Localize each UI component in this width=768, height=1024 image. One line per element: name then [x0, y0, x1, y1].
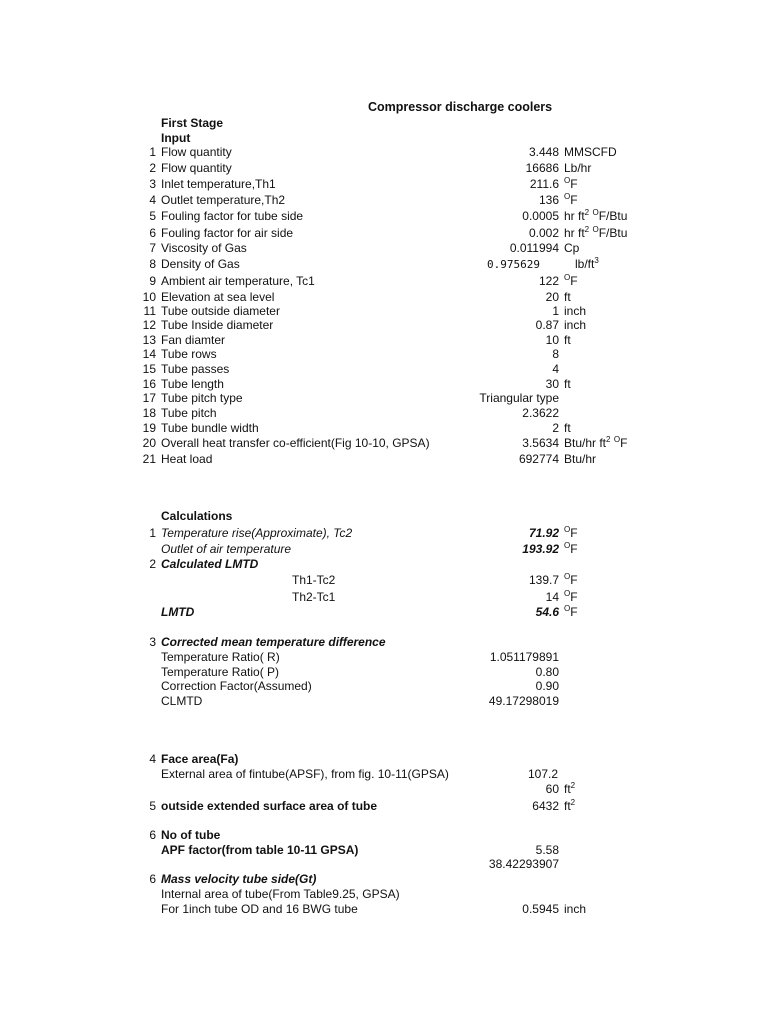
input-row	[0, 333, 768, 348]
row-unit: $^O$F	[564, 589, 578, 604]
row-label: Temperature Ratio( P)	[161, 665, 280, 679]
input-row	[0, 406, 768, 421]
row-label: No of tube	[161, 828, 221, 842]
calc-row-ext-area	[0, 799, 768, 814]
row-unit: $^O$F	[564, 572, 578, 587]
row-number: 1	[149, 526, 156, 540]
row-value: 1.051179891	[489, 650, 559, 664]
row-value: 107.2	[527, 767, 558, 781]
row-value: Triangular type	[479, 391, 559, 405]
calc-row-apsf	[0, 767, 768, 782]
row-value: 139.7	[528, 573, 559, 587]
row-number: 14	[142, 347, 156, 361]
row-number: 2	[149, 557, 156, 571]
calc-row-face-value	[0, 782, 768, 797]
row-label: Calculated LMTD	[161, 557, 259, 571]
row-number: 5	[149, 209, 156, 223]
row-value: 20	[545, 290, 559, 304]
row-value: 0.002	[528, 226, 559, 240]
row-number: 3	[149, 177, 156, 191]
row-unit: $^O$F	[564, 192, 578, 207]
row-label: Internal area of tube(From Table9.25, GPSA)	[161, 887, 400, 901]
row-number: 1	[149, 145, 156, 159]
row-number: 7	[149, 241, 156, 255]
input-row	[0, 436, 768, 451]
calc-row-ratio-p	[0, 665, 768, 680]
calc-row-correction	[0, 679, 768, 694]
row-label: Viscosity of Gas	[161, 241, 247, 255]
row-label: Temperature rise(Approximate), Tc2	[161, 526, 353, 540]
row-value: 0.80	[535, 665, 559, 679]
row-unit: inch	[564, 902, 587, 916]
calculations-heading: Calculations	[161, 509, 233, 523]
input-row	[0, 362, 768, 377]
row-number: 6	[149, 828, 156, 842]
row-label: Tube passes	[161, 362, 230, 376]
row-number: 11	[143, 304, 156, 318]
input-row	[0, 209, 768, 224]
row-unit: ft	[564, 333, 571, 347]
input-row	[0, 161, 768, 176]
row-label: Tube rows	[161, 347, 217, 361]
row-value: 38.42293907	[488, 857, 559, 871]
row-label: Ambient air temperature, Tc1	[161, 274, 315, 288]
row-label: Fouling factor for tube side	[161, 209, 304, 223]
row-label: Flow quantity	[161, 161, 232, 175]
calc-row-cmtd-heading	[0, 635, 768, 650]
row-label: External area of fintube(APSF), from fig. 10-11(GPSA)	[161, 767, 449, 781]
row-label: Tube bundle width	[161, 421, 259, 435]
row-value: 0.87	[535, 318, 559, 332]
row-value: 5.58	[535, 843, 559, 857]
input-row	[0, 241, 768, 256]
row-unit: hr $ft^2$ $^O$F/Btu	[564, 225, 628, 240]
row-number: 4	[149, 752, 156, 766]
row-label: Tube pitch type	[161, 391, 243, 405]
row-label: Outlet of air temperature	[161, 542, 292, 556]
row-label: Inlet temperature,Th1	[161, 177, 276, 191]
row-value: 0.975629	[487, 258, 540, 271]
row-value: 60	[545, 782, 559, 796]
calc-row-internal-area	[0, 887, 768, 902]
calc-row-outlet-air	[0, 542, 768, 557]
row-unit: $lb/ft^3$	[575, 256, 599, 271]
input-row	[0, 226, 768, 241]
input-row	[0, 257, 768, 272]
row-label: Flow quantity	[161, 145, 232, 159]
row-value: 54.6	[535, 605, 559, 619]
row-value: 193.92	[522, 542, 559, 556]
input-row	[0, 421, 768, 436]
row-label: Th1-Tc2	[292, 573, 336, 587]
row-value: 8	[552, 347, 559, 361]
row-label: Fouling factor for air side	[161, 226, 294, 240]
calc-row-th2-tc1	[0, 590, 768, 605]
row-number: 9	[149, 274, 156, 288]
row-value: 211.6	[529, 177, 559, 191]
calc-row-mass-velocity	[0, 872, 768, 887]
input-row	[0, 318, 768, 333]
input-row	[0, 193, 768, 208]
row-label: Correction Factor(Assumed)	[161, 679, 312, 693]
row-label: CLMTD	[161, 694, 203, 708]
row-label: APF factor(from table 10-11 GPSA)	[161, 843, 359, 857]
row-unit: $ft^2$	[564, 781, 576, 796]
row-value: 692774	[518, 452, 559, 466]
row-value: 2	[552, 421, 559, 435]
row-number: 8	[149, 257, 156, 271]
calc-row-no-tube	[0, 828, 768, 843]
calc-row-temp-rise	[0, 526, 768, 541]
calc-row-lmtd	[0, 605, 768, 620]
input-row	[0, 177, 768, 192]
input-row	[0, 391, 768, 406]
row-label: Temperature Ratio( R)	[161, 650, 280, 664]
input-row	[0, 304, 768, 319]
row-unit: MMSCFD	[564, 145, 617, 159]
row-unit: ft	[564, 377, 571, 391]
row-value: 136	[538, 193, 559, 207]
row-label: Elevation at sea level	[161, 290, 275, 304]
row-unit: Btu/hr	[564, 452, 597, 466]
row-value: 16686	[525, 161, 559, 175]
row-label: Overall heat transfer co-efficient(Fig 10-10, GPSA)	[161, 436, 430, 450]
row-number: 6	[149, 226, 156, 240]
input-row	[0, 290, 768, 305]
row-number: 3	[149, 635, 156, 649]
input-row	[0, 377, 768, 392]
row-value: 3.5634	[522, 436, 559, 450]
calc-row-clmtd	[0, 694, 768, 709]
row-number: 21	[142, 452, 156, 466]
row-value: 0.90	[535, 679, 559, 693]
row-label: Mass velocity tube side(Gt)	[161, 872, 317, 886]
row-value: 14	[545, 590, 559, 604]
row-unit: $^O$F	[564, 176, 578, 191]
row-value: 3.448	[528, 145, 559, 159]
row-number: 2	[149, 161, 156, 175]
row-number: 4	[149, 193, 156, 207]
row-unit: Cp	[564, 241, 580, 255]
row-label: Tube outside diameter	[161, 304, 280, 318]
row-label: outside extended surface area of tube	[161, 799, 378, 813]
row-unit: ft	[564, 421, 571, 435]
row-number: 5	[149, 799, 156, 813]
row-unit: $^O$F	[564, 273, 578, 288]
calc-row-ratio-r	[0, 650, 768, 665]
row-label: Th2-Tc1	[292, 590, 336, 604]
row-unit: $^O$F	[564, 525, 578, 540]
row-unit: Btu/hr $ft^2$ $^O$F	[564, 435, 628, 450]
row-number: 12	[142, 318, 156, 332]
row-label: Tube pitch	[161, 406, 217, 420]
row-label: Outlet temperature,Th2	[161, 193, 286, 207]
row-label: Tube length	[161, 377, 224, 391]
row-value: 4	[552, 362, 559, 376]
row-label: Corrected mean temperature difference	[161, 635, 386, 649]
row-number: 16	[142, 377, 156, 391]
row-label: Heat load	[161, 452, 213, 466]
row-value: 10	[545, 333, 559, 347]
row-number: 6	[149, 872, 156, 886]
row-label: Density of Gas	[161, 257, 240, 271]
calc-row-lmtd-heading	[0, 557, 768, 572]
row-number: 10	[142, 290, 156, 304]
input-heading: Input	[161, 131, 191, 145]
row-value: 71.92	[528, 526, 559, 540]
calc-row-apf-result	[0, 857, 768, 872]
row-number: 17	[142, 391, 156, 405]
row-value: 0.011994	[509, 241, 559, 255]
row-unit: hr $ft^2$ $^O$F/Btu	[564, 208, 628, 223]
calc-row-face-heading	[0, 752, 768, 767]
calc-row-th1-tc2	[0, 573, 768, 588]
row-value: 1	[552, 304, 559, 318]
input-row	[0, 347, 768, 362]
row-unit: ft	[564, 290, 571, 304]
row-number: 13	[142, 333, 156, 347]
row-value: 6432	[532, 799, 559, 813]
stage-heading: First Stage	[161, 116, 224, 130]
input-row	[0, 274, 768, 289]
row-label: LMTD	[161, 605, 195, 619]
row-unit: inch	[564, 304, 587, 318]
row-value: 49.17298019	[488, 694, 559, 708]
row-label: Fan diamter	[161, 333, 226, 347]
row-number: 15	[142, 362, 156, 376]
page-title: Compressor discharge coolers	[368, 100, 553, 114]
calc-row-tube-od	[0, 902, 768, 917]
row-number: 18	[142, 406, 156, 420]
row-unit: $^O$F	[564, 541, 578, 556]
row-number: 19	[142, 421, 156, 435]
row-value: 0.5945	[522, 902, 559, 916]
input-row	[0, 452, 768, 467]
row-label: Tube Inside diameter	[161, 318, 274, 332]
row-value: 0.0005	[522, 209, 559, 223]
row-number: 20	[142, 436, 156, 450]
row-unit: $^O$F	[564, 604, 578, 619]
row-value: 122	[538, 274, 559, 288]
row-unit: inch	[564, 318, 587, 332]
row-label: For 1inch tube OD and 16 BWG tube	[161, 902, 358, 916]
row-unit: $ft^2$	[564, 798, 576, 813]
row-unit: Lb/hr	[564, 161, 592, 175]
row-value: 2.3622	[522, 406, 559, 420]
calc-row-apf	[0, 843, 768, 858]
row-value: 30	[545, 377, 559, 391]
row-label: Face area(Fa)	[161, 752, 239, 766]
input-row	[0, 145, 768, 160]
